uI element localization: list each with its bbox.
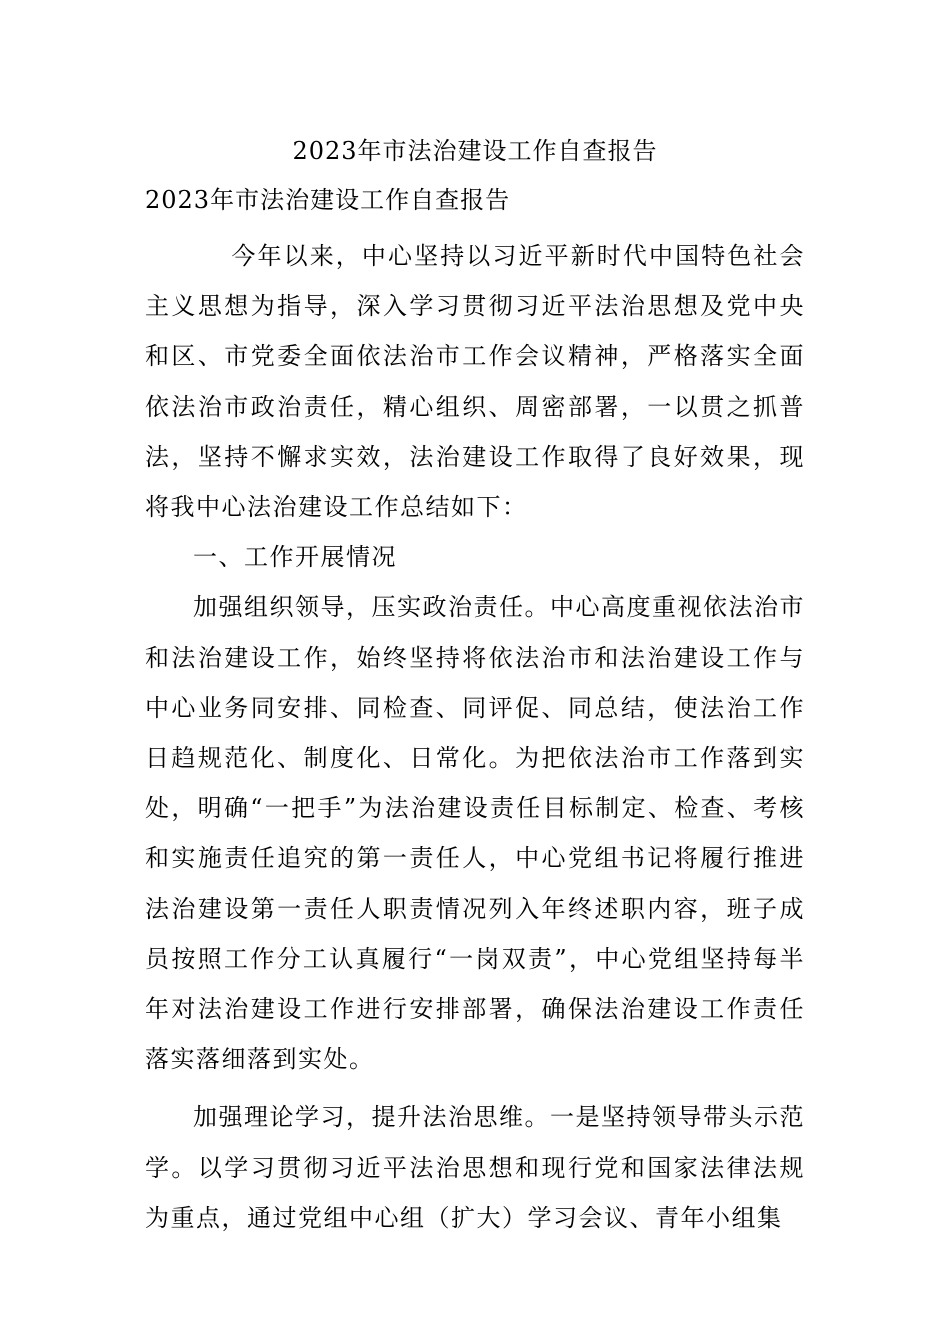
document-title: 2023年市法治建设工作自查报告 <box>292 137 658 165</box>
paragraph-intro: 今年以来，中心坚持以习近平新时代中国特色社会主义思想为指导，深入学习贯彻习近平法治思想及党中央和区、市党委全面依法治市工作会议精神，严格落实全面依法治市政治责任，精心组织、周密部署，一以贯之抓普法，坚持不懈求实效，法治建设工作取得了良好效果，现将我中心法治建设工作总结如下： <box>145 242 805 522</box>
paragraph-organization: 加强组织领导，压实政治责任。中心高度重视依法治市和法治建设工作，始终坚持将依法治市和法治建设工作与中心业务同安排、同检查、同评促、同总结，使法治工作日趋规范化、制度化、日常化。为把依法治市工作落到实处，明确“一把手”为法治建设责任目标制定、检查、考核和实施责任追究的第一责任人，中心党组书记将履行推进法治建设第一责任人职责情况列入年终述职内容，班子成员按照工作分工认真履行“一岗双责”，中心党组坚持每半年对法治建设工作进行安排部署，确保法治建设工作责任落实落细落到实处。 <box>145 593 805 1074</box>
document-body <box>145 231 805 1243</box>
section-heading: 一、工作开展情况 <box>193 543 397 572</box>
paragraph-study: 加强理论学习，提升法治思维。一是坚持领导带头示范学。以学习贯彻习近平法治思想和现行党和国家法律法规为重点，通过党组中心组（扩大）学习会议、青年小组集 <box>145 1103 805 1232</box>
document-subtitle: 2023年市法治建设工作自查报告 <box>145 186 511 214</box>
